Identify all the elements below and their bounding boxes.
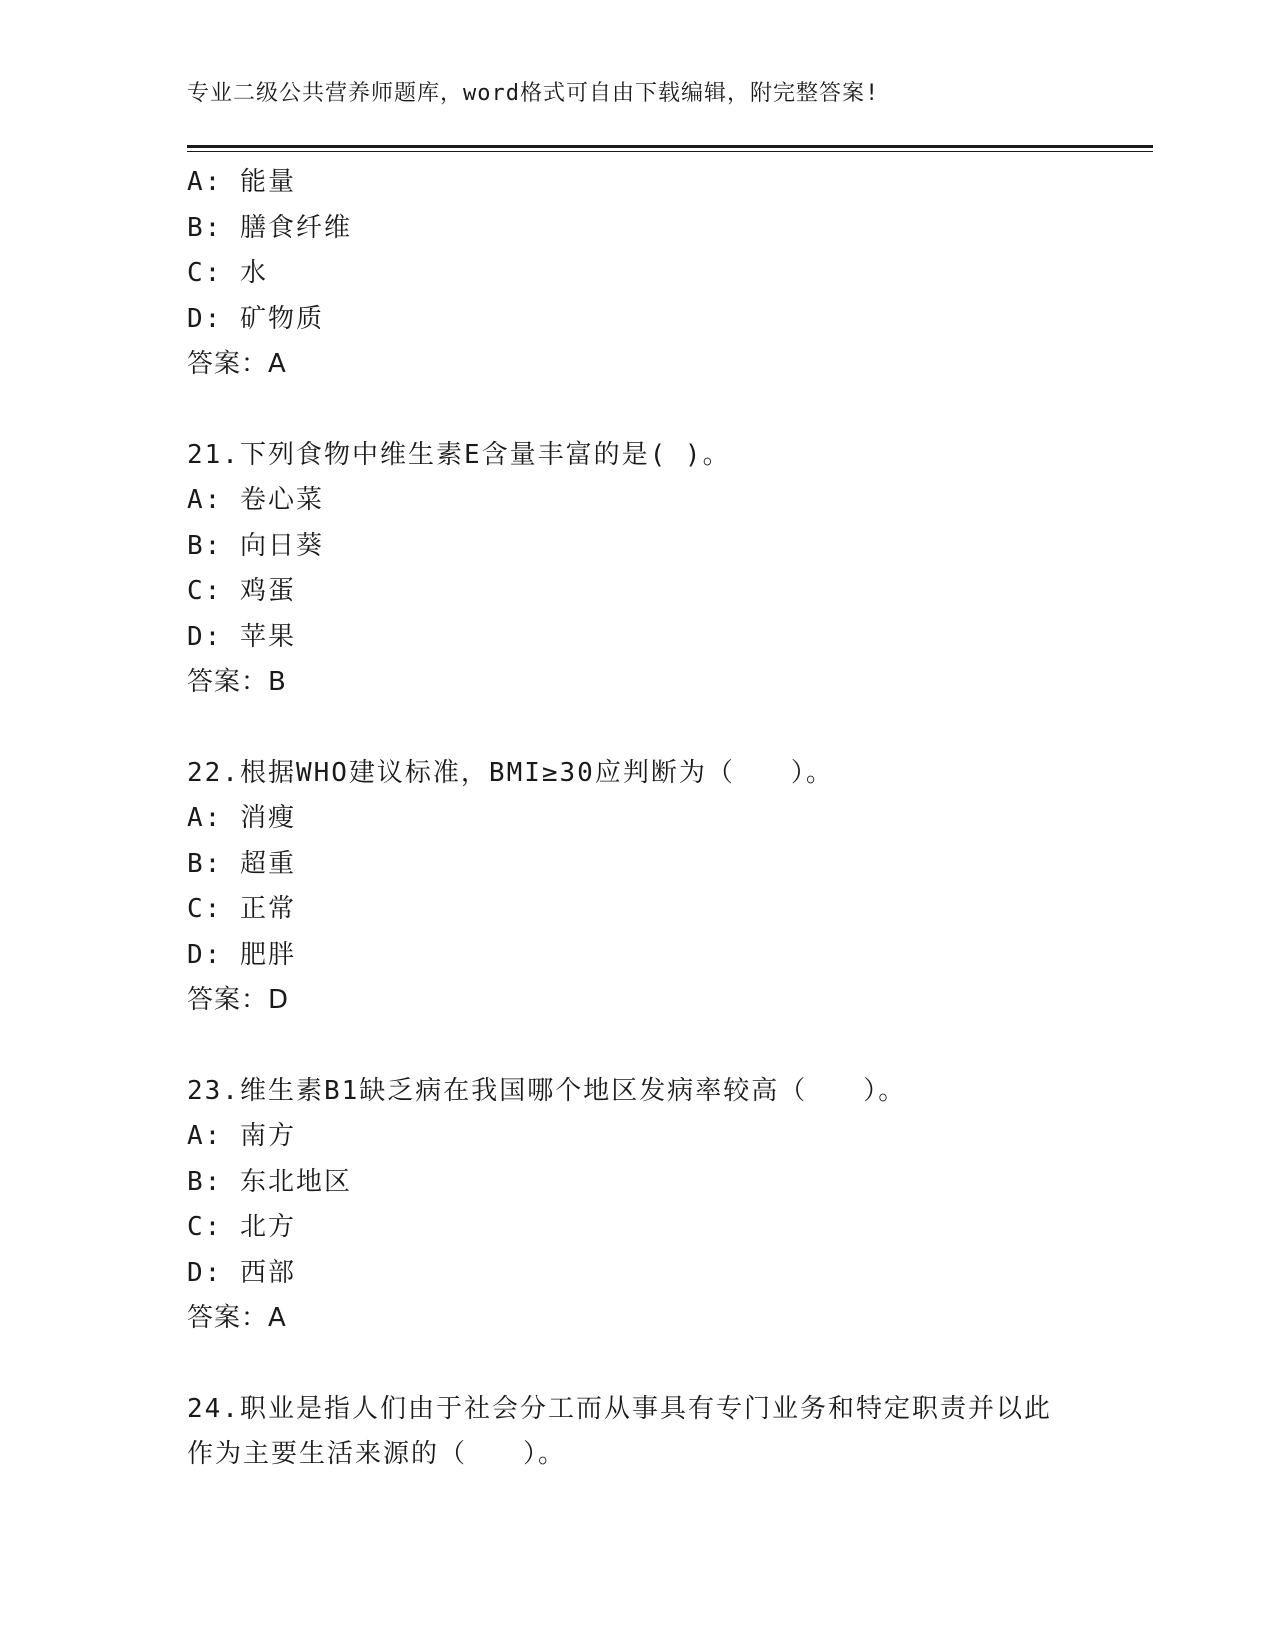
header-rule-thick bbox=[187, 145, 1153, 148]
option-d: D: 矿物质 bbox=[187, 303, 324, 334]
option-c: C: 正常 bbox=[187, 894, 296, 924]
option-a: A: 能量 bbox=[187, 167, 296, 197]
option-b: B: 东北地区 bbox=[187, 1166, 352, 1197]
spacer bbox=[187, 706, 1087, 751]
question-24-line-1: 24.职业是指人们由于社会分工而从事具有专门业务和特定职责并以此 bbox=[187, 1393, 1052, 1424]
option-c: C: 北方 bbox=[187, 1212, 296, 1242]
option-d: D: 西部 bbox=[187, 1257, 296, 1288]
option-b: B: 超重 bbox=[187, 848, 296, 879]
option-d: D: 苹果 bbox=[187, 621, 296, 652]
option-d: D: 肥胖 bbox=[187, 939, 296, 970]
question-22: 22.根据WHO建议标准，BMI≥30应判断为（ ）。 bbox=[187, 757, 834, 788]
answer: 答案：A bbox=[187, 1303, 287, 1333]
question-23: 23.维生素B1缺乏病在我国哪个地区发病率较高（ ）。 bbox=[187, 1075, 907, 1106]
answer: 答案：B bbox=[187, 667, 287, 697]
question-24-line-2: 作为主要生活来源的（ ）。 bbox=[187, 1439, 567, 1469]
header-rule-thin bbox=[187, 151, 1153, 152]
question-21: 21.下列食物中维生素E含量丰富的是( )。 bbox=[187, 439, 731, 470]
option-c: C: 鸡蛋 bbox=[187, 576, 296, 606]
header-note: 专业二级公共营养师题库，word格式可自由下载编辑，附完整答案! bbox=[187, 81, 880, 106]
option-b: B: 向日葵 bbox=[187, 530, 324, 561]
option-c: C: 水 bbox=[187, 258, 268, 288]
option-b: B: 膳食纤维 bbox=[187, 212, 352, 243]
answer: 答案：A bbox=[187, 349, 287, 379]
spacer bbox=[187, 1342, 1087, 1387]
option-a: A: 消瘦 bbox=[187, 803, 296, 833]
answer: 答案：D bbox=[187, 985, 290, 1015]
option-a: A: 卷心菜 bbox=[187, 485, 324, 515]
spacer bbox=[187, 388, 1087, 433]
question-content bbox=[187, 160, 1087, 1478]
spacer bbox=[187, 1024, 1087, 1069]
option-a: A: 南方 bbox=[187, 1121, 296, 1151]
